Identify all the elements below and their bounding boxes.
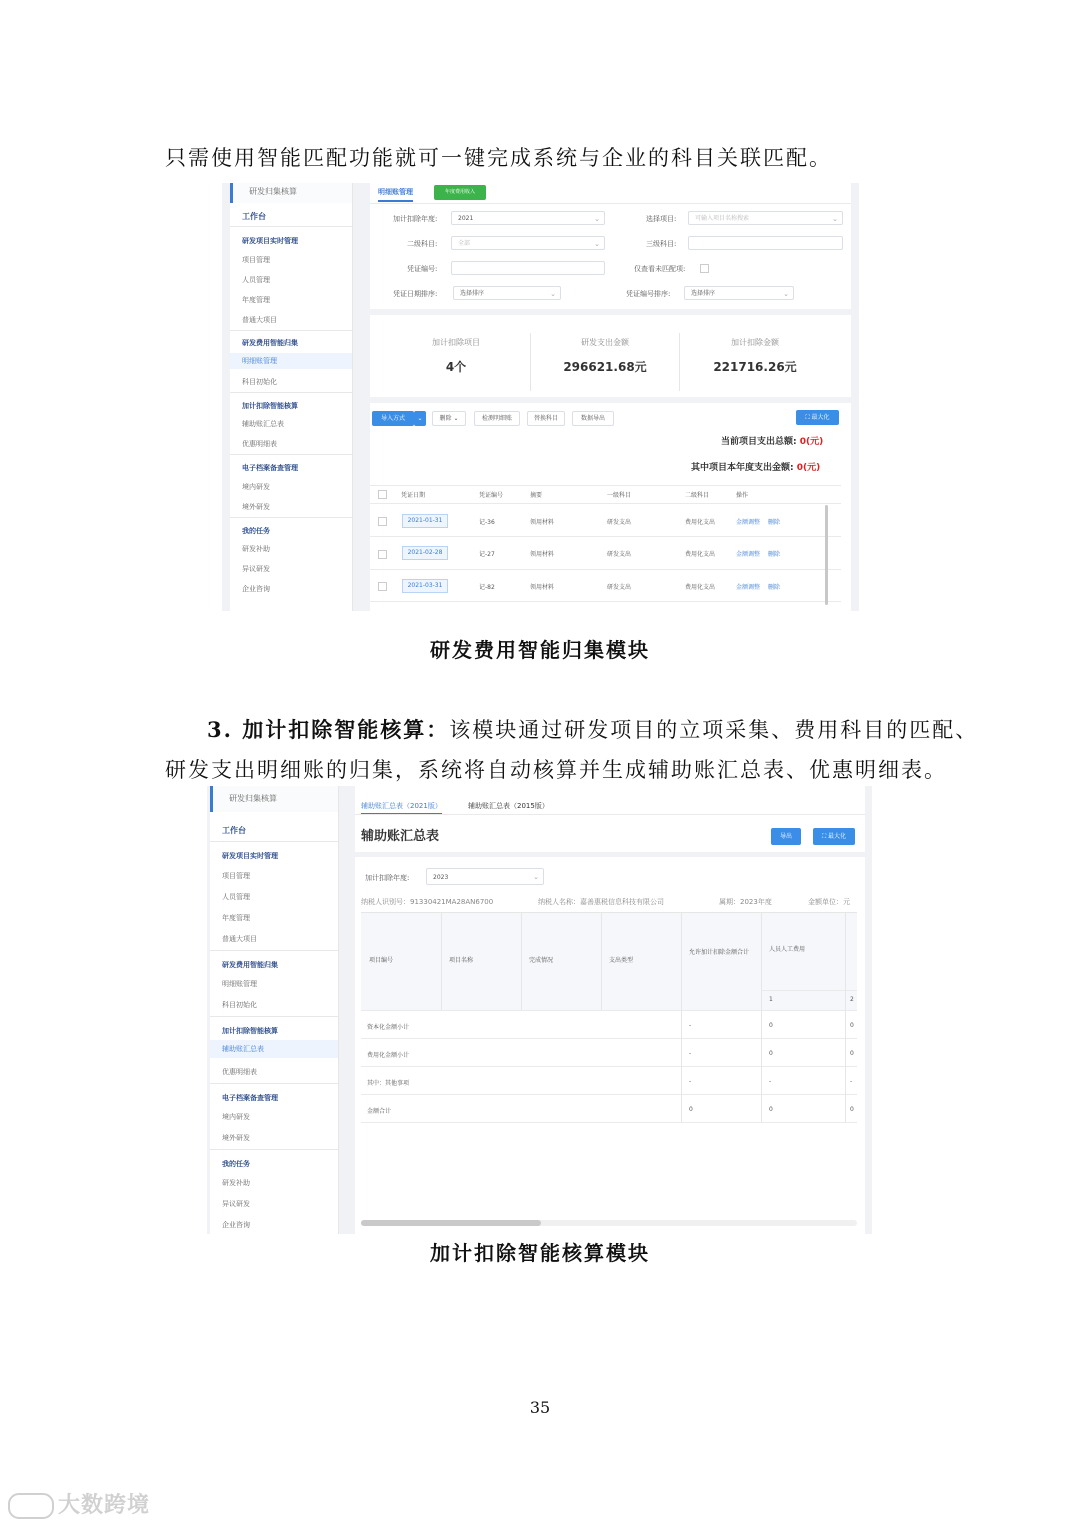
sidebar-group-tasks[interactable]: 我的任务 bbox=[242, 527, 270, 535]
sidebar-item-major[interactable]: 普通大项目 bbox=[222, 935, 257, 943]
maximize-button[interactable]: ⛶ 最大化 bbox=[813, 828, 855, 845]
row-date: 2021-01-31 bbox=[402, 514, 448, 528]
maximize-button[interactable]: ⛶ 最大化 bbox=[796, 410, 839, 425]
row-adjust-link[interactable]: 金额调整 bbox=[736, 551, 761, 558]
year-label: 加计扣除年度: bbox=[393, 215, 438, 223]
sidebar-item-subject-init[interactable]: 科目初始化 bbox=[242, 378, 277, 386]
check-ledger-button[interactable]: 检测明细账 bbox=[474, 411, 520, 426]
amount-unit: 金额单位：元 bbox=[808, 898, 850, 906]
row-level2: 费用化支出 bbox=[685, 551, 716, 558]
stat-deduct-value: 221716.26元 bbox=[713, 360, 797, 374]
project-label: 选择项目: bbox=[646, 215, 677, 223]
voucher-label: 凭证编号: bbox=[407, 265, 438, 273]
num-sort-select[interactable]: 选择排序 ⌄ bbox=[684, 286, 794, 300]
sidebar-group-deduction[interactable]: 加计扣除智能核算 bbox=[242, 402, 298, 410]
year-label: 加计扣除年度: bbox=[365, 874, 410, 882]
row-delete-link[interactable]: 删除 bbox=[768, 519, 781, 526]
row-cell: 0 bbox=[769, 1022, 773, 1029]
sidebar-item-discount[interactable]: 优惠明细表 bbox=[222, 1068, 257, 1076]
screenshot-deduction-accounting bbox=[207, 786, 872, 1234]
col-project-name: 项目名称 bbox=[449, 957, 474, 964]
row-level1: 研发支出 bbox=[607, 551, 632, 558]
export-button[interactable]: 导出 bbox=[771, 828, 801, 845]
row-summary: 领用材料 bbox=[530, 519, 555, 526]
sidebar-item-domestic[interactable]: 境内研发 bbox=[242, 483, 270, 491]
select-all-checkbox[interactable] bbox=[378, 490, 387, 499]
col-ops: 操作 bbox=[736, 492, 749, 499]
caption-deduction: 加计扣除智能核算模块 bbox=[430, 1241, 650, 1265]
row-adjust-link[interactable]: 金额调整 bbox=[736, 519, 761, 526]
watermark-logo-icon bbox=[8, 1493, 54, 1519]
stat-spend-label: 研发支出金额 bbox=[581, 338, 629, 347]
year-total-label: 其中项目本年度支出金额: 0(元) bbox=[691, 463, 821, 473]
sidebar-item-ledger[interactable]: 明细账管理 bbox=[222, 980, 257, 988]
row-adjust-link[interactable]: 金额调整 bbox=[736, 584, 761, 591]
row-level1: 研发支出 bbox=[607, 584, 632, 591]
delete-button[interactable]: 删除 ⌄ bbox=[432, 411, 466, 426]
sidebar-item-consult[interactable]: 企业咨询 bbox=[222, 1221, 250, 1229]
row-checkbox[interactable] bbox=[378, 550, 387, 559]
row-summary: 领用材料 bbox=[530, 584, 555, 591]
sidebar-group-collection[interactable]: 研发费用智能归集 bbox=[242, 339, 298, 347]
sidebar-item-discount[interactable]: 优惠明细表 bbox=[242, 440, 277, 448]
unmatched-label: 仅查看未匹配项: bbox=[634, 265, 686, 273]
level3-input[interactable] bbox=[688, 236, 843, 250]
level2-select[interactable]: 全部 ⌄ bbox=[451, 236, 605, 250]
row-date: 2021-02-28 bbox=[402, 546, 448, 560]
caption-collection: 研发费用智能归集模块 bbox=[430, 638, 650, 662]
num-sort-label: 凭证编号排序: bbox=[626, 290, 671, 298]
sidebar-item-subsidy[interactable]: 研发补助 bbox=[222, 1179, 250, 1187]
sidebar-header[interactable]: 研发归集核算 bbox=[210, 786, 338, 812]
sidebar-header[interactable]: 研发归集核算 bbox=[230, 183, 352, 203]
sidebar-group-archive[interactable]: 电子档案备查管理 bbox=[242, 464, 298, 472]
level2-label: 二级科目: bbox=[407, 240, 438, 248]
sidebar-item-summary[interactable]: 辅助账汇总表 bbox=[242, 420, 284, 428]
sidebar-item-summary[interactable]: 辅助账汇总表 bbox=[210, 1040, 338, 1058]
year-select[interactable]: 2021 ⌄ bbox=[451, 211, 605, 225]
col-labor-cost: 人员人工费用 bbox=[769, 946, 806, 953]
sidebar-item-workbench[interactable]: 工作台 bbox=[242, 212, 266, 221]
sidebar-item-ledger[interactable]: 明细账管理 bbox=[230, 353, 352, 369]
col-summary: 摘要 bbox=[530, 492, 543, 499]
sidebar-group-deduction[interactable]: 加计扣除智能核算 bbox=[222, 1027, 278, 1035]
ledger-content bbox=[370, 183, 851, 611]
row-cell: - bbox=[769, 1078, 772, 1085]
import-dropdown-icon[interactable]: ⌄ bbox=[414, 411, 426, 426]
sidebar-item-major[interactable]: 普通大项目 bbox=[242, 316, 277, 324]
sidebar-item-subsidy[interactable]: 研发补助 bbox=[242, 545, 270, 553]
row-checkbox[interactable] bbox=[378, 582, 387, 591]
sidebar-group-archive[interactable]: 电子档案备查管理 bbox=[222, 1094, 278, 1102]
stat-spend-value: 296621.68元 bbox=[563, 360, 647, 374]
col-expense-type: 支出类型 bbox=[609, 957, 634, 964]
sidebar-item-dispute[interactable]: 异议研发 bbox=[242, 565, 270, 573]
tab-2021[interactable]: 辅助账汇总表（2021版） bbox=[361, 801, 442, 815]
sidebar-group-project[interactable]: 研发项目实时管理 bbox=[242, 237, 298, 245]
intro-paragraph: 只需使用智能匹配功能就可一键完成系统与企业的科目关联匹配。 bbox=[165, 146, 832, 170]
col-num-2: 2 bbox=[850, 996, 854, 1003]
row-cell: - bbox=[689, 1050, 692, 1057]
voucher-input[interactable] bbox=[451, 261, 605, 275]
unmatched-checkbox[interactable] bbox=[700, 264, 709, 273]
sidebar-item-overseas[interactable]: 境外研发 bbox=[222, 1134, 250, 1142]
row-delete-link[interactable]: 删除 bbox=[768, 551, 781, 558]
sidebar-item-staff[interactable]: 人员管理 bbox=[242, 276, 270, 284]
period: 属期：2023年度 bbox=[719, 898, 772, 906]
stat-project-value: 4个 bbox=[445, 360, 467, 374]
summary-content bbox=[355, 786, 865, 1234]
stat-project-label: 加计扣除项目 bbox=[432, 338, 480, 347]
horizontal-scrollbar-thumb[interactable] bbox=[361, 1220, 541, 1226]
row-label: 金额合计 bbox=[367, 1108, 392, 1115]
sidebar-item-overseas[interactable]: 境外研发 bbox=[242, 503, 270, 511]
watermark: 大数跨境 bbox=[8, 1488, 150, 1519]
table-scrollbar[interactable] bbox=[825, 505, 828, 605]
section3-line1: 3. 加计扣除智能核算：该模块通过研发项目的立项采集、费用科目的匹配、 bbox=[207, 717, 979, 742]
sidebar-item-subject-init[interactable]: 科目初始化 bbox=[222, 1001, 257, 1009]
col-num-1: 1 bbox=[769, 996, 773, 1003]
tab-2015[interactable]: 辅助账汇总表（2015版） bbox=[468, 802, 549, 810]
export-button[interactable]: 数据导出 bbox=[572, 411, 614, 426]
sidebar-item-year[interactable]: 年度管理 bbox=[222, 914, 250, 922]
stat-deduct-label: 加计扣除金额 bbox=[731, 338, 779, 347]
col-completion: 完成情况 bbox=[529, 957, 554, 964]
row-num: 记-36 bbox=[479, 519, 495, 526]
sidebar-item-consult[interactable]: 企业咨询 bbox=[242, 585, 270, 593]
sidebar-item-project[interactable]: 项目管理 bbox=[242, 256, 270, 264]
row-summary: 领用材料 bbox=[530, 551, 555, 558]
sidebar-item-dispute[interactable]: 异议研发 bbox=[222, 1200, 250, 1208]
row-level1: 研发支出 bbox=[607, 519, 632, 526]
row-checkbox[interactable] bbox=[378, 517, 387, 526]
row-label: 资本化金额小计 bbox=[367, 1024, 410, 1031]
row-date: 2021-03-31 bbox=[402, 579, 448, 593]
import-button[interactable]: 导入方式 bbox=[372, 411, 414, 426]
row-cell: - bbox=[689, 1022, 692, 1029]
sidebar-group-collection[interactable]: 研发费用智能归集 bbox=[222, 961, 278, 969]
project-select[interactable]: 可输入项目名称搜索 ⌄ bbox=[688, 211, 843, 225]
col-date: 凭证日期 bbox=[401, 492, 426, 499]
taxpayer-name: 纳税人名称：嘉善惠税信息科技有限公司 bbox=[538, 898, 664, 906]
section3-line2: 研发支出明细账的归集，系统将自动核算并生成辅助账汇总表、优惠明细表。 bbox=[165, 758, 947, 782]
col-level2: 二级科目 bbox=[685, 492, 710, 499]
taxpayer-id: 纳税人识别号：91330421MA28AN6700 bbox=[361, 898, 494, 906]
year-select[interactable]: 2023 ⌄ bbox=[426, 868, 544, 885]
row-cell: - bbox=[689, 1078, 692, 1085]
sidebar-item-project[interactable]: 项目管理 bbox=[222, 872, 250, 880]
level3-label: 三级科目: bbox=[646, 240, 677, 248]
sidebar-item-year[interactable]: 年度管理 bbox=[242, 296, 270, 304]
row-cell: 0 bbox=[769, 1050, 773, 1057]
row-num: 记-82 bbox=[479, 584, 495, 591]
row-cell: 0 bbox=[850, 1106, 854, 1113]
row-label: 费用化金额小计 bbox=[367, 1052, 410, 1059]
row-cell: 0 bbox=[850, 1022, 854, 1029]
sidebar-group-project[interactable]: 研发项目实时管理 bbox=[222, 852, 278, 860]
col-allowed-total: 允许加计扣除金额合计 bbox=[689, 949, 750, 956]
sidebar bbox=[230, 183, 353, 611]
tab-ledger[interactable]: 明细账管理 bbox=[378, 187, 413, 202]
row-level2: 费用化支出 bbox=[685, 584, 716, 591]
col-project-code: 项目编号 bbox=[369, 957, 394, 964]
row-cell: 0 bbox=[769, 1106, 773, 1113]
sidebar-item-domestic[interactable]: 境内研发 bbox=[222, 1113, 250, 1121]
row-cell: 0 bbox=[850, 1050, 854, 1057]
replace-subject-button[interactable]: 替换科目 bbox=[527, 411, 565, 426]
row-cell: - bbox=[850, 1078, 853, 1085]
sidebar-item-staff[interactable]: 人员管理 bbox=[222, 893, 250, 901]
row-label: 其中：其他事项 bbox=[367, 1080, 410, 1087]
date-sort-select[interactable]: 选择排序 ⌄ bbox=[453, 286, 561, 300]
row-num: 记-27 bbox=[479, 551, 495, 558]
row-level2: 费用化支出 bbox=[685, 519, 716, 526]
sidebar-group-tasks[interactable]: 我的任务 bbox=[222, 1160, 250, 1168]
row-cell: 0 bbox=[689, 1106, 693, 1113]
page-number: 35 bbox=[529, 1398, 551, 1417]
row-delete-link[interactable]: 删除 bbox=[768, 584, 781, 591]
date-sort-label: 凭证日期排序: bbox=[393, 290, 438, 298]
col-level1: 一级科目 bbox=[607, 492, 632, 499]
page-title: 辅助账汇总表 bbox=[361, 829, 440, 844]
col-num: 凭证编号 bbox=[479, 492, 504, 499]
sidebar bbox=[210, 786, 339, 1234]
tab-annual-income[interactable]: 年度费用收入 bbox=[434, 185, 486, 200]
sidebar-item-workbench[interactable]: 工作台 bbox=[222, 826, 246, 835]
screenshot-rd-collection bbox=[222, 183, 859, 611]
total-label: 当前项目支出总额: 0(元) bbox=[721, 437, 824, 447]
